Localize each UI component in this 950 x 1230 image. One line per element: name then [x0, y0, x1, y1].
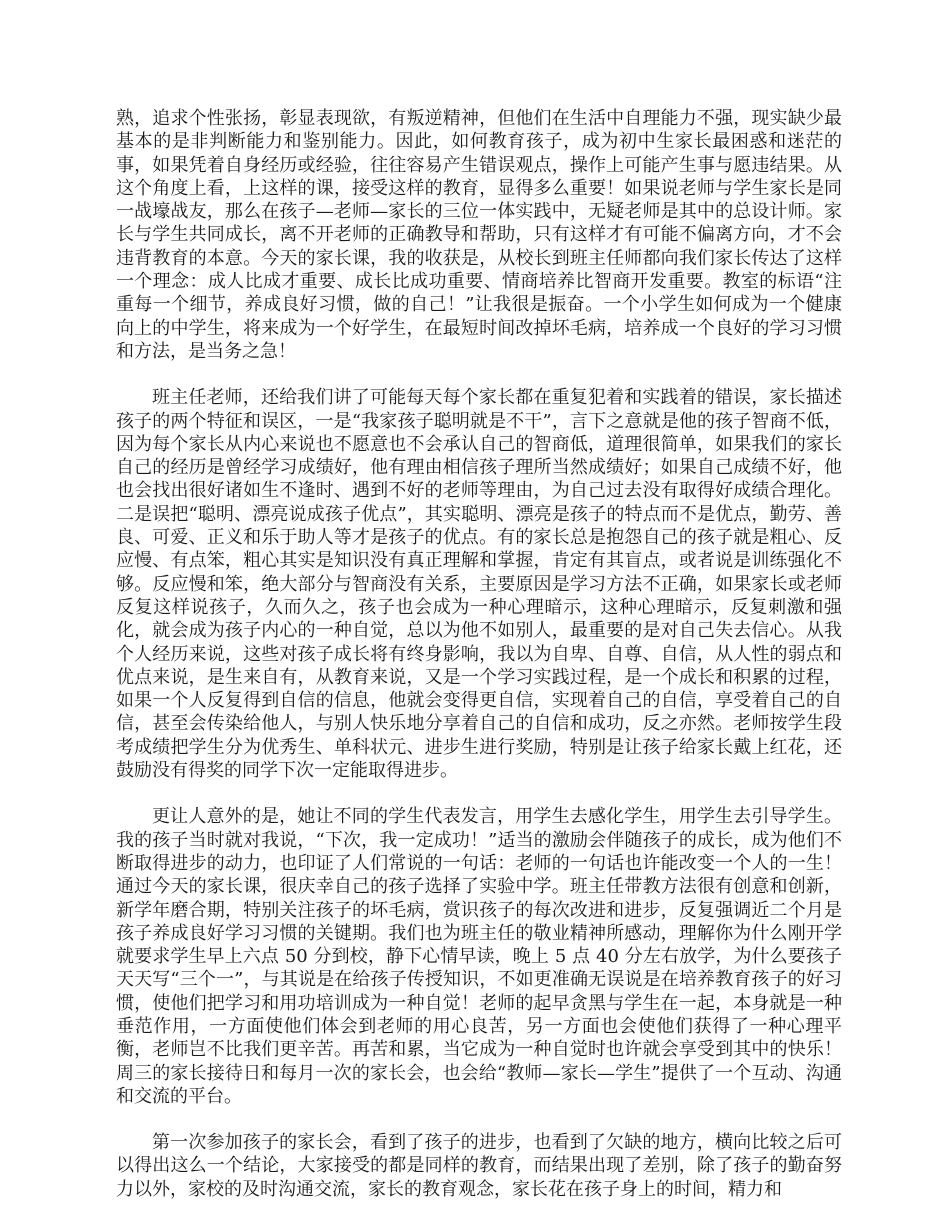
paragraph-4: 第一次参加孩子的家长会，看到了孩子的进步，也看到了欠缺的地方，横向比较之后可以得出这么一个结论，大家接受的都是同样的教育，而结果出现了差别，除了孩子的勤奋努力以外，家校的及时沟通交流，家长的教育观念，家长花在孩子身上的时间，精力和 [116, 1132, 842, 1200]
paragraph-1: 熟，追求个性张扬，彰显表现欲，有叛逆精神，但他们在生活中自理能力不强，现实缺少最基本的是非判断能力和鉴别能力。因此，如何教育孩子，成为初中生家长最困惑和迷茫的事，如果凭着自身经历或经验，往往容易产生错误观点，操作上可能产生事与愿违结果。从这个角度上看，上这样的课，接受这样的教育，显得多么重要！如果说老师与学生家长是同一战壕战友，那么在孩子—老师—家长的三位一体实践中，无疑老师是其中的总设计师。家长与学生共同成长，离不开老师的正确教导和帮助，只有这样才有可能不偏离方向，才不会违背教育的本意。今天的家长课，我的收获是，从校长到班主任师都向我们家长传达了这样一个理念：成人比成才重要、成长比成功重要、情商培养比智商开发重要。教室的标语“注重每一个细节，养成良好习惯，做的自己！”让我很是振奋。一个小学生如何成为一个健康向上的中学生，将来成为一个好学生，在最短时间改掉坏毛病，培养成一个良好的学习习惯和方法，是当务之急！ [116, 108, 842, 362]
paragraph-2: 班主任老师，还给我们讲了可能每天每个家长都在重复犯着和实践着的错误，家长描述孩子的两个特征和误区，一是“我家孩子聪明就是不干”，言下之意就是他的孩子智商不低，因为每个家长从内心来说也不愿意也不会承认自己的智商低，道理很简单，如果我们的家长自己的经历是曾经学习成绩好，他有理由相信孩子理所当然成绩好；如果自己成绩不好，他也会找出很好诸如生不逢时、遇到不好的老师等理由，为自己过去没有取得好成绩合理化。二是误把“聪明、漂亮说成孩子优点”，其实聪明、漂亮是孩子的特点而不是优点，勤劳、善良、可爱、正义和乐于助人等才是孩子的优点。有的家长总是抱怨自己的孩子就是粗心、反应慢、有点笨，粗心其实是知识没有真正理解和掌握，肯定有其盲点，或者说是训练强化不够。反应慢和笨，绝大部分与智商没有关系，主要原因是学习方法不正确，如果家长或老师反复这样说孩子，久而久之，孩子也会成为一种心理暗示，这种心理暗示，反复刺激和强化，就会成为孩子内心的一种自觉，总以为他不如别人，最重要的是对自己失去信心。从我个人经历来说，这些对孩子成长将有终身影响，我以为自卑、自尊、自信，从人性的弱点和优点来说，是生来自有，从教育来说，又是一个学习实践过程，是一个成长和积累的过程，如果一个人反复得到自信的信息，他就会变得更自信，实现着自己的自信，享受着自己的自信，甚至会传染给他人，与别人快乐地分享着自己的自信和成功，反之亦然。老师按学生段考成绩把学生分为优秀生、单科状元、进步生进行奖励，特别是让孩子给家长戴上红花，还鼓励没有得奖的同学下次一定能取得进步。 [116, 387, 842, 782]
paragraph-3: 更让人意外的是，她让不同的学生代表发言，用学生去感化学生，用学生去引导学生。我的孩子当时就对我说，“下次，我一定成功！”适当的激励会伴随孩子的成长，成为他们不断取得进步的动力，也印证了人们常说的一句话：老师的一句话也许能改变一个人的一生！通过今天的家长课，很庆幸自己的孩子选择了实验中学。班主任带教方法很有创意和创新，新学年磨合期，特别关注孩子的坏毛病，赏识孩子的每次改进和进步，反复强调近二个月是孩子养成良好学习习惯的关键期。我们也为班主任的敬业精神所感动，理解你为什么刚开学就要求学生早上六点 50 分到校，静下心情早读，晚上 5 点 40 分左右放学，为什么要孩子天天写“三个一”，与其说是在给孩子传授知识，不如更准确无误说是在培养教育孩子的好习惯，使他们把学习和用功培训成为一种自觉！老师的起早贪黑与学生在一起，本身就是一种垂范作用，一方面使他们体会到老师的用心良苦，另一方面也会使他们获得了一种心理平衡，老师岂不比我们更辛苦。再苦和累，当它成为一种自觉时也许就会享受到其中的快乐！周三的家长接待日和每月一次的家长会，也会给“教师—家长—学生”提供了一个互动、沟通和交流的平台。 [116, 806, 842, 1107]
document-page [116, 107, 842, 1224]
